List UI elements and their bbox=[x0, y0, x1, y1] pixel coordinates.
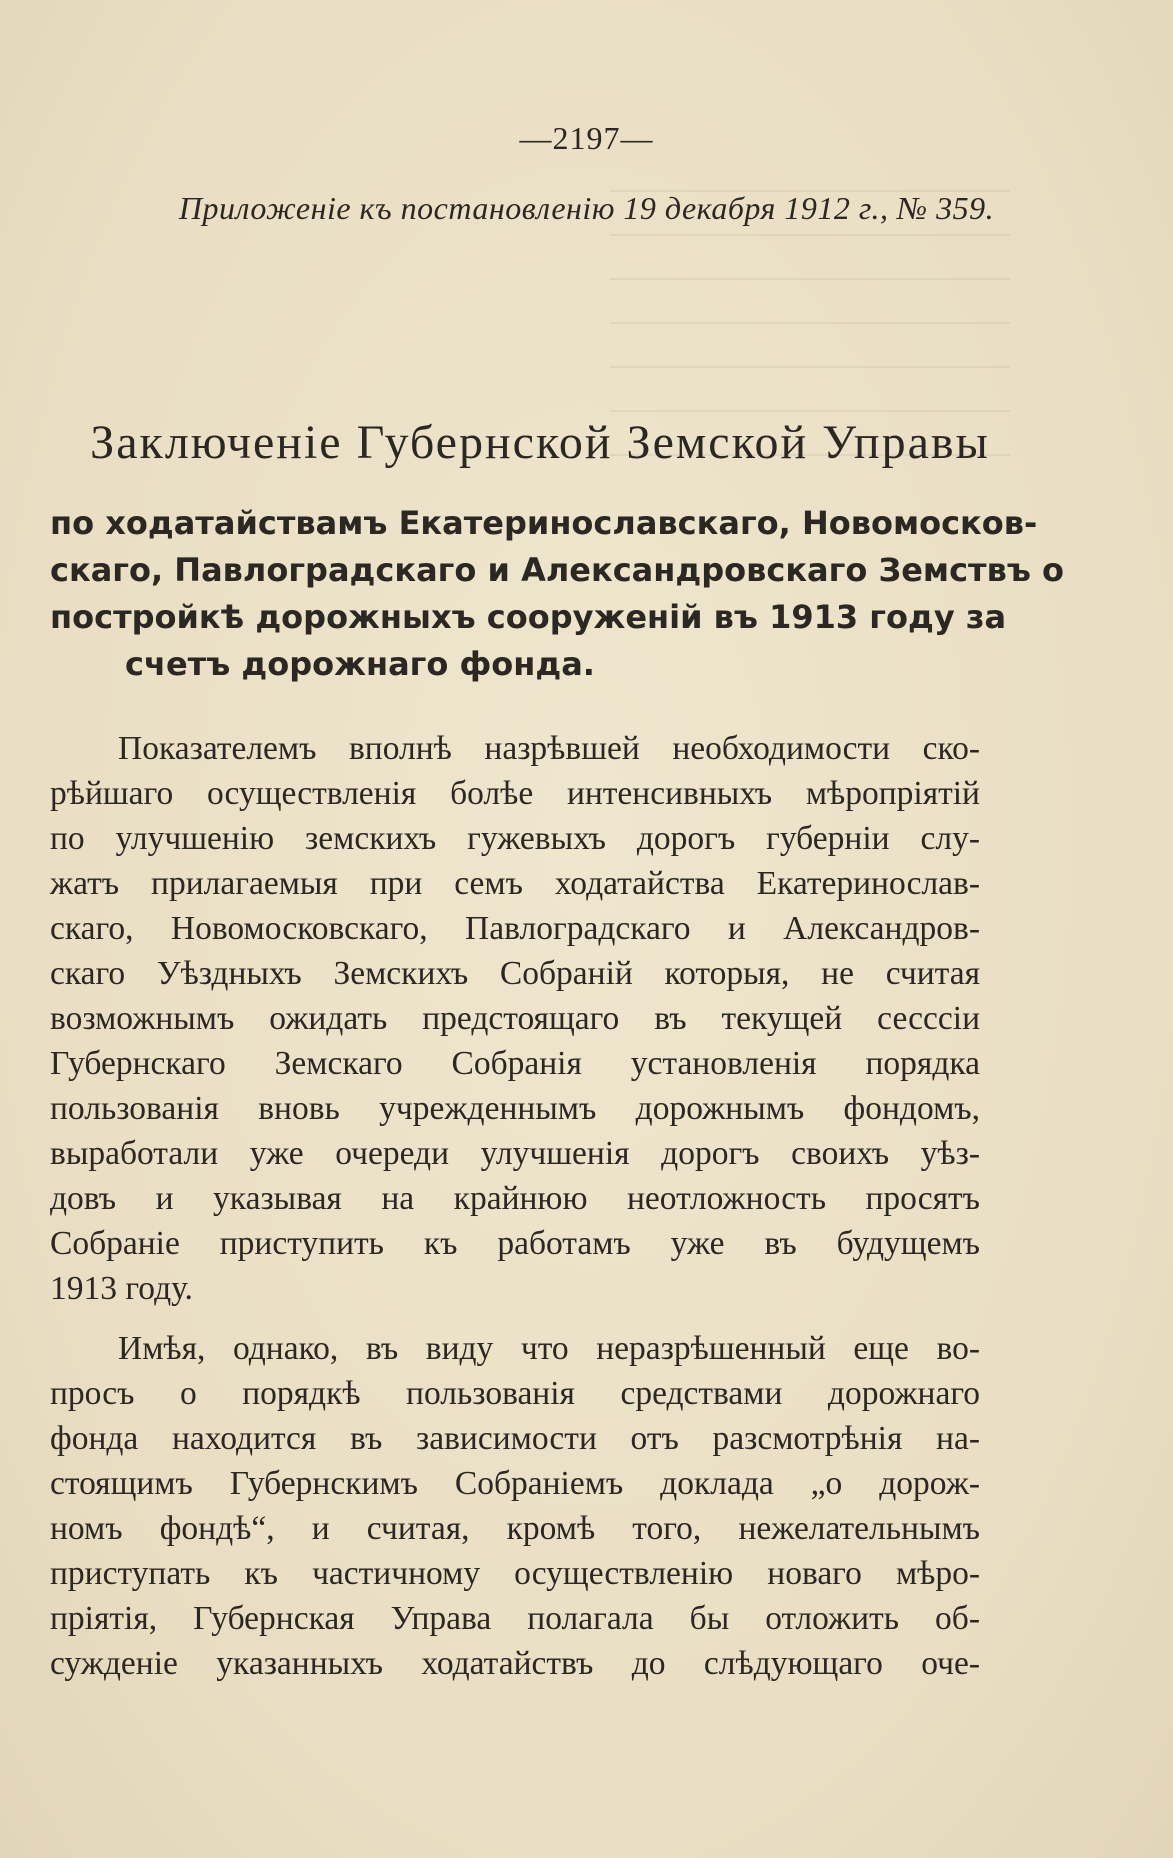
subtitle-line: по ходатайствамъ Екатеринославскаго, Новомосков- bbox=[50, 504, 1038, 542]
paragraph1-line: Собраніе приступить къ работамъ уже въ будущемъ bbox=[50, 1225, 980, 1262]
paragraph1-line: скаго, Новомосковскаго, Павлоградскаго и Александров- bbox=[50, 910, 980, 947]
paragraph2-line: приступать къ частичному осуществленію новаго мѣро- bbox=[50, 1555, 980, 1592]
subtitle-line: скаго, Павлоградскаго и Александровскаго Земствъ о bbox=[50, 551, 1065, 589]
document-title: Заключеніе Губернской Земской Управы bbox=[90, 416, 990, 469]
paragraph1-line: пользованія вновь учрежденнымъ дорожнымъ фондомъ, bbox=[50, 1090, 980, 1127]
paragraph1-line: Показателемъ вполнѣ назрѣвшей необходимости ско- bbox=[118, 730, 980, 767]
paragraph1-line: выработали уже очереди улучшенія дорогъ своихъ уѣз- bbox=[50, 1135, 980, 1172]
page-number: —2197— bbox=[519, 120, 654, 156]
subtitle-line: счетъ дорожнаго фонда. bbox=[125, 645, 595, 683]
paragraph1-line: Губернскаго Земскаго Собранія установленія порядка bbox=[50, 1045, 980, 1082]
paragraph1-line: по улучшенію земскихъ гужевыхъ дорогъ губерніи слу- bbox=[50, 820, 980, 857]
paragraph1-line: скаго Уѣздныхъ Земскихъ Собраній которыя, не считая bbox=[50, 955, 980, 992]
paragraph2-line: пріятія, Губернская Управа полагала бы отложить об- bbox=[50, 1600, 980, 1637]
appendix-note: Приложеніе къ постановленію 19 декабря 1912 г., № 359. bbox=[178, 190, 995, 226]
paragraph1-line: жатъ прилагаемыя при семъ ходатайства Екатеринослав- bbox=[50, 865, 980, 902]
paragraph1-line: 1913 году. bbox=[50, 1270, 193, 1307]
paragraph1-line: довъ и указывая на крайнюю неотложность просятъ bbox=[50, 1180, 980, 1217]
paragraph1-line: рѣйшаго осуществленія болѣе интенсивныхъ мѣропріятій bbox=[50, 775, 980, 812]
paragraph2-line: номъ фондѣ“, и считая, кромѣ того, нежелательнымъ bbox=[50, 1510, 980, 1547]
subtitle-line: постройкѣ дорожныхъ сооруженій въ 1913 году за bbox=[50, 598, 1007, 636]
paragraph2-line: сужденіе указанныхъ ходатайствъ до слѣдующаго оче- bbox=[50, 1645, 980, 1682]
paragraph1-line: возможнымъ ожидать предстоящаго въ текущей сесссіи bbox=[50, 1000, 980, 1037]
paragraph2-line: Имѣя, однако, въ виду что неразрѣшенный еще во- bbox=[118, 1330, 980, 1367]
paragraph2-line: фонда находится въ зависимости отъ разсмотрѣнія на- bbox=[50, 1420, 980, 1457]
paragraph2-line: стоящимъ Губернскимъ Собраніемъ доклада „о дорож- bbox=[50, 1465, 980, 1502]
paragraph2-line: просъ о порядкѣ пользованія средствами дорожнаго bbox=[50, 1375, 980, 1412]
